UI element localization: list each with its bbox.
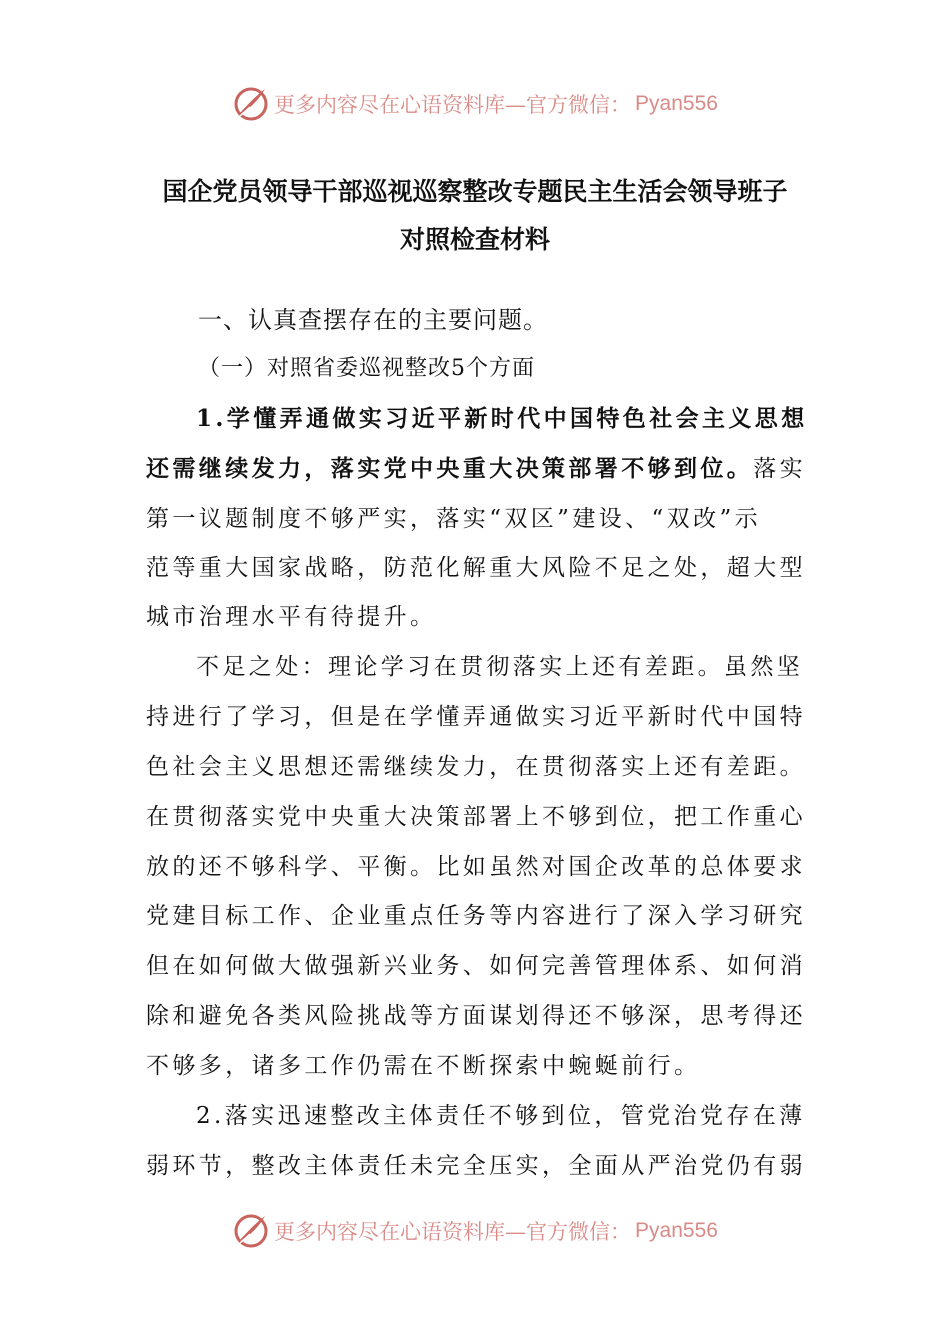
para2-line-1: 不足之处：理论学习在贯彻落实上还有差距。虽然坚 xyxy=(196,654,804,680)
section-heading: 一、认真查摆存在的主要问题。 xyxy=(198,306,548,334)
item1-line-5: 城市治理水平有待提升。 xyxy=(146,604,437,630)
watermark-wechat-id: Pyan556 xyxy=(635,1219,718,1242)
para2-line-2: 持进行了学习，但是在学懂弄通做实习近平新时代中国特 xyxy=(146,704,806,730)
para2-line-9: 不够多，诸多工作仍需在不断探索中蜿蜒前行。 xyxy=(146,1053,701,1079)
document-title-line-2: 对照检查材料 xyxy=(399,225,550,254)
quill-logo-icon xyxy=(232,1212,270,1250)
para2-line-8: 除和避免各类风险挑战等方面谋划得还不够深，思考得还 xyxy=(146,1003,806,1029)
watermark-banner-top xyxy=(0,82,950,126)
para2-line-7: 但在如何做大做强新兴业务、如何完善管理体系、如何消 xyxy=(146,953,806,979)
item1-bold-line-2: 还需继续发力，落实党中央重大决策部署不够到位。 xyxy=(146,455,754,482)
item2-line-1: 2.落实迅速整改主体责任不够到位，管党治党存在薄 xyxy=(196,1103,806,1129)
para2-line-6: 党建目标工作、企业重点任务等内容进行了深入学习研究 xyxy=(146,903,806,929)
watermark-text: 更多内容尽在心语资料库—官方微信： xyxy=(274,93,632,117)
item1-line-2 xyxy=(146,452,806,486)
item2-line-2: 弱环节，整改主体责任未完全压实，全面从严治党仍有弱 xyxy=(146,1153,806,1179)
quill-logo-icon xyxy=(232,85,270,123)
para2-line-5: 放的还不够科学、平衡。比如虽然对国企改革的总体要求 xyxy=(146,854,806,880)
subsection-heading: （一）对照省委巡视整改5个方面 xyxy=(198,356,535,381)
document-title-line-1: 国企党员领导干部巡视巡察整改专题民主生活会领导班子 xyxy=(162,177,788,206)
watermark-banner-bottom xyxy=(0,1209,950,1253)
item1-line-2-tail: 落实 xyxy=(753,456,807,482)
para2-line-3: 色社会主义思想还需继续发力，在贯彻落实上还有差距。 xyxy=(146,754,806,780)
item1-line-1 xyxy=(196,402,806,436)
item1-bold-line-1: 1.学懂弄通做实习近平新时代中国特色社会主义思想 xyxy=(196,405,808,432)
para2-line-4: 在贯彻落实党中央重大决策部署上不够到位，把工作重心 xyxy=(146,804,806,830)
item1-line-4: 范等重大国家战略，防范化解重大风险不足之处，超大型 xyxy=(146,555,806,581)
watermark-text: 更多内容尽在心语资料库—官方微信： xyxy=(274,1220,632,1244)
watermark-wechat-id: Pyan556 xyxy=(635,92,718,115)
item1-line-3: 第一议题制度不够严实，落实“双区”建设、“双改”示 xyxy=(146,506,762,532)
